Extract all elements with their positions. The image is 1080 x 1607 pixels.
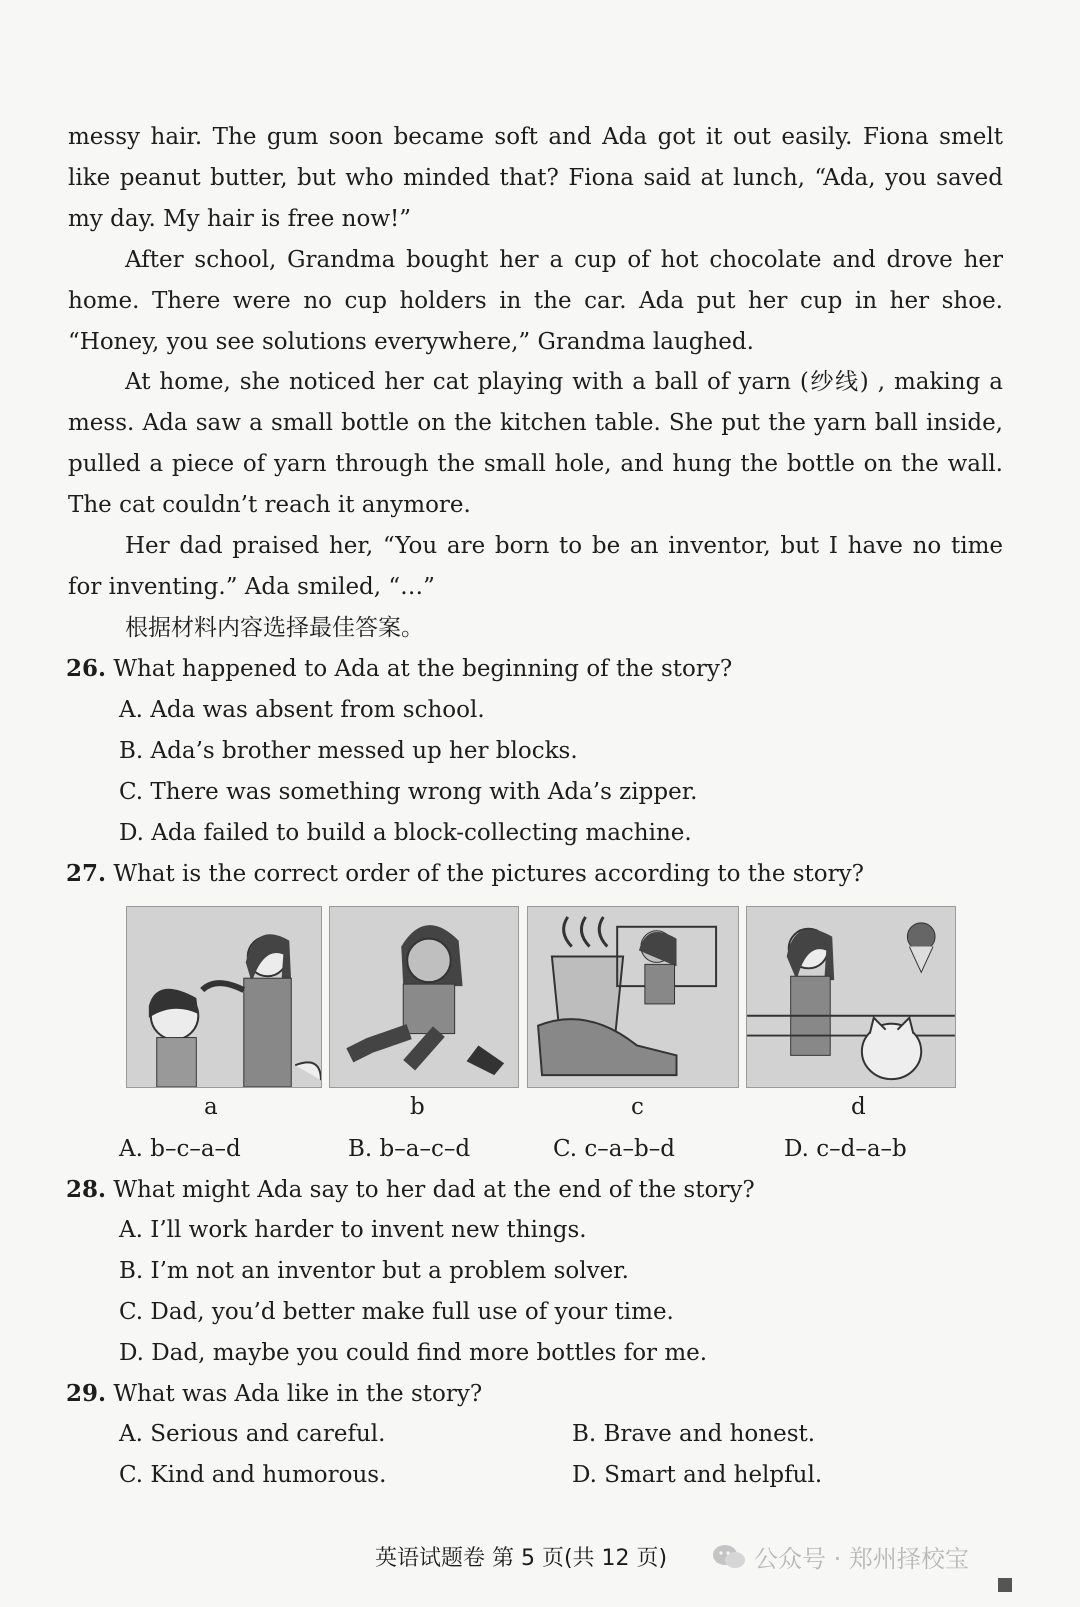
watermark-text: 公众号 · 郑州择校宝 [754, 1545, 969, 1573]
option-29-b: B. Brave and honest. [572, 1421, 816, 1447]
option-28-a: A. I’ll work harder to invent new things. [119, 1217, 587, 1243]
option-29-d: D. Smart and helpful. [572, 1462, 823, 1488]
question-text: What is the correct order of the pictures according to the story? [113, 861, 864, 887]
option-26-c: C. There was something wrong with Ada’s zipper. [119, 779, 698, 805]
option-29-a: A. Serious and careful. [119, 1421, 386, 1447]
question-28 [66, 1175, 755, 1205]
option-27-a: A. b–c–a–d [119, 1136, 241, 1162]
option-27-d: D. c–d–a–b [784, 1136, 907, 1162]
option-26-a: A. Ada was absent from school. [119, 697, 485, 723]
option-26-d: D. Ada failed to build a block-collecting machine. [119, 820, 692, 846]
qr-code-icon [998, 1578, 1012, 1592]
question-text: What happened to Ada at the beginning of the story? [113, 656, 733, 682]
option-28-c: C. Dad, you’d better make full use of your time. [119, 1299, 674, 1325]
option-28-d: D. Dad, maybe you could find more bottles for me. [119, 1340, 708, 1366]
picture-c [527, 906, 739, 1088]
option-27-c: C. c–a–b–d [553, 1136, 675, 1162]
page-footer: 英语试题卷 第 5 页(共 12 页) [375, 1546, 668, 1571]
option-29-c: C. Kind and humorous. [119, 1462, 387, 1488]
picture-strip [126, 906, 956, 1088]
passage-paragraph-2: After school, Grandma bought her a cup of hot chocolate and drove her home. There were no cup holders in the car. Ada put her cup in her shoe. “Honey, you see solutions everywhere,” Grandma laughed. [68, 247, 1003, 355]
picture-d [746, 906, 956, 1088]
question-number: 29. [66, 1380, 107, 1407]
question-number: 26. [66, 655, 107, 682]
cat-bottle-illustration [747, 907, 955, 1087]
question-text: What was Ada like in the story? [113, 1381, 483, 1407]
picture-label-a: a [204, 1094, 218, 1120]
picture-label-c: c [631, 1094, 644, 1120]
girl-sitting-illustration [330, 907, 518, 1087]
picture-label-b: b [410, 1094, 425, 1120]
picture-a [126, 906, 322, 1088]
option-27-b: B. b–a–c–d [348, 1136, 471, 1162]
option-26-b: B. Ada’s brother messed up her blocks. [119, 738, 578, 764]
picture-b [329, 906, 519, 1088]
car-cup-shoe-illustration [528, 907, 738, 1087]
question-29 [66, 1379, 482, 1409]
watermark [712, 1539, 969, 1574]
instruction: 根据材料内容选择最佳答案。 [125, 615, 424, 641]
picture-label-d: d [851, 1094, 866, 1120]
question-number: 28. [66, 1176, 107, 1203]
question-text: What might Ada say to her dad at the end of the story? [113, 1177, 755, 1203]
option-28-b: B. I’m not an inventor but a problem solver. [119, 1258, 629, 1284]
question-number: 27. [66, 860, 107, 887]
passage-paragraph-3: At home, she noticed her cat playing with a ball of yarn (纱线) , making a mess. Ada saw a small bottle on the kitchen table. She put the yarn ball inside, pulled a piece of yarn through the small hole, and hung the bottle on the wall. The cat couldn’t reach it anymore. [68, 369, 1003, 518]
passage-paragraph-1: messy hair. The gum soon became soft and Ada got it out easily. Fiona smelt like peanut butter, but who minded that? Fiona said at lunch, “Ada, you saved my day. My hair is free now!” [68, 124, 1003, 232]
question-27 [66, 859, 864, 889]
passage-paragraph-4: Her dad praised her, “You are born to be an inventor, but I have no time for inventing.” Ada smiled, “…” [68, 533, 1003, 600]
hair-cutting-illustration [127, 907, 321, 1087]
wechat-icon [712, 1543, 746, 1571]
question-26 [66, 654, 732, 684]
